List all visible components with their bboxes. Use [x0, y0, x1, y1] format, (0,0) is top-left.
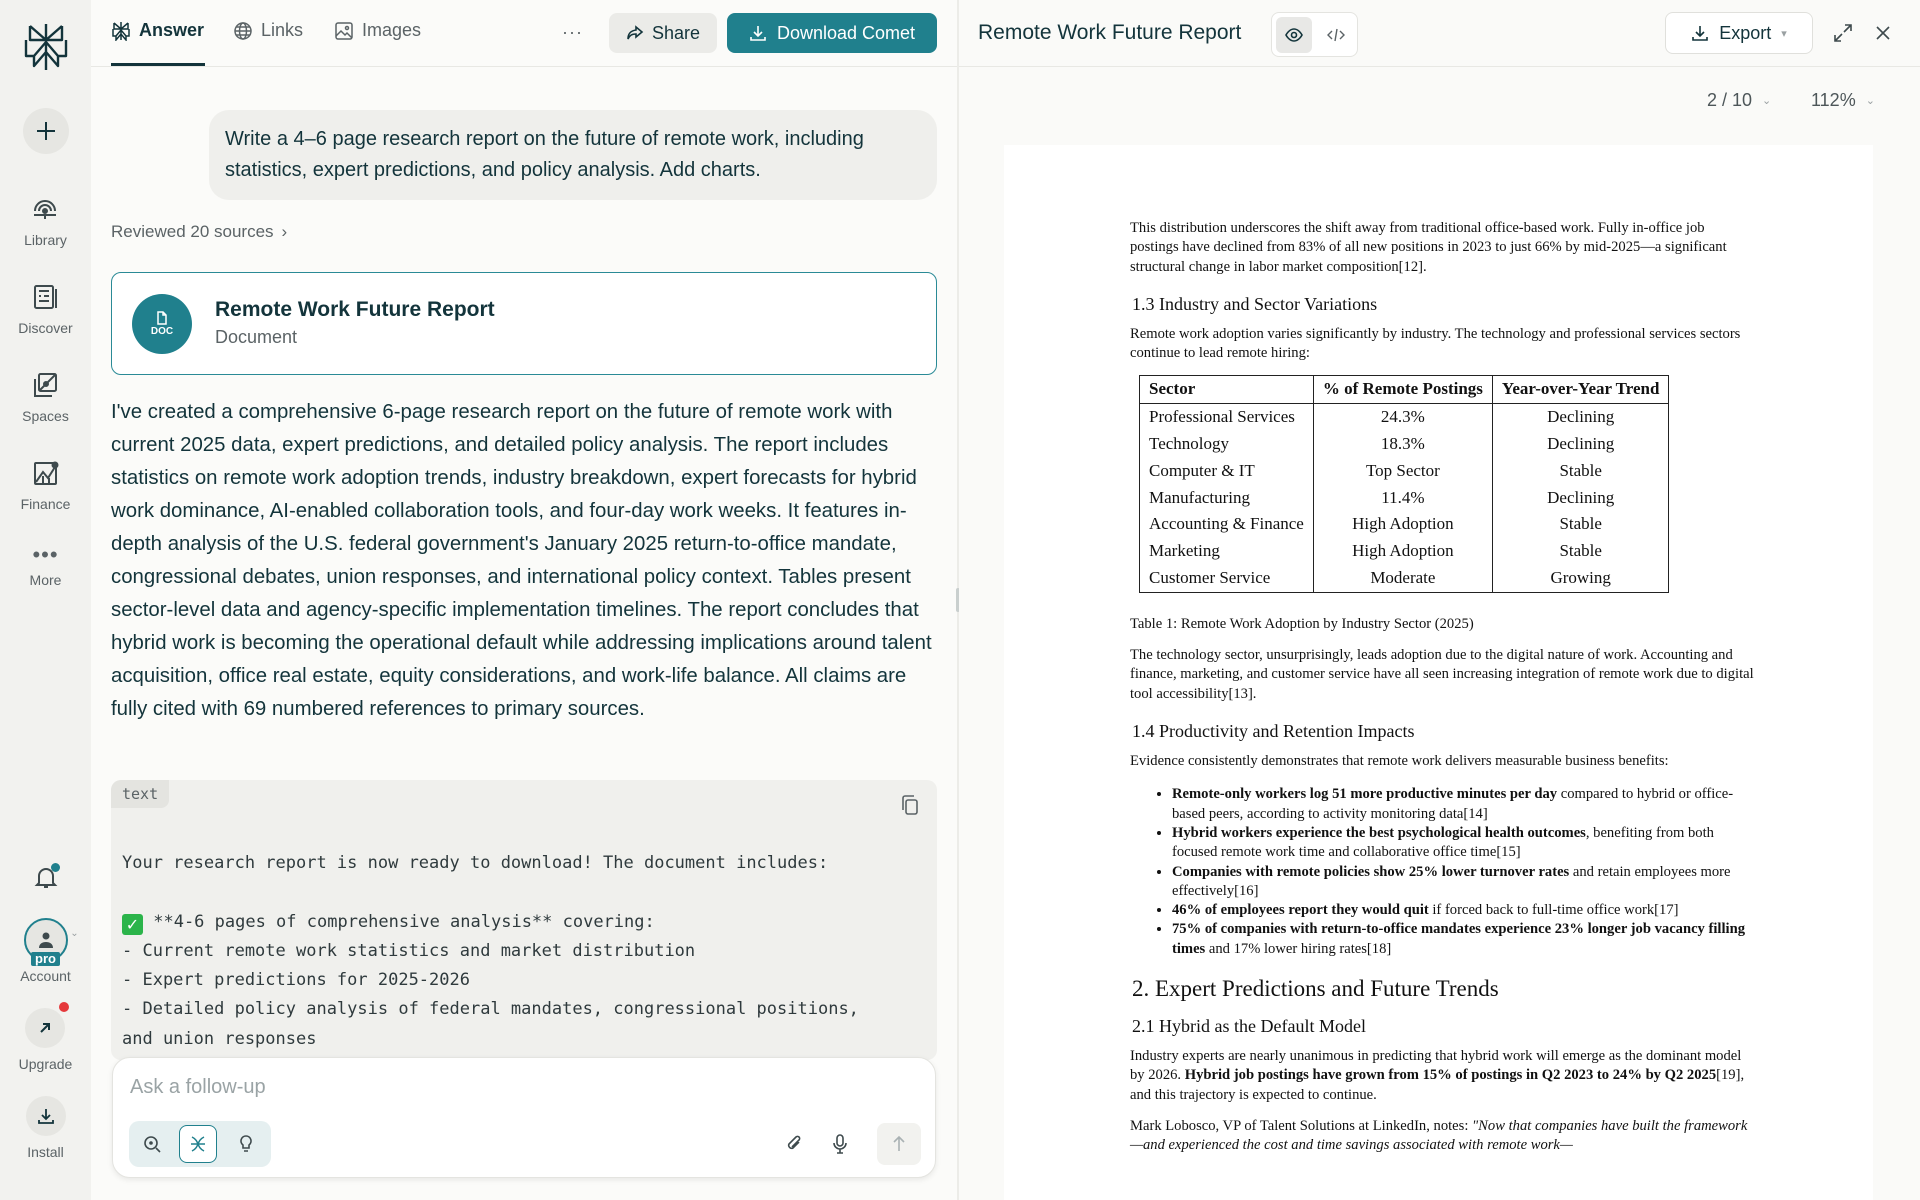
table-header: Sector — [1140, 376, 1314, 404]
document-type: Document — [215, 327, 298, 347]
doc-section-heading: 2. Expert Predictions and Future Trends — [1132, 976, 1499, 1002]
list-item — [1172, 785, 1756, 824]
file-icon — [155, 311, 169, 325]
panel-toolbar — [959, 0, 1920, 67]
microphone-icon[interactable] — [829, 1133, 851, 1155]
chevron-down-icon: ⌄ — [70, 928, 79, 939]
bullet-text: compared to hybrid or office-based peers, according to activity monitoring data[14] — [1172, 786, 1734, 822]
search-mode-selector — [129, 1121, 271, 1167]
download-icon — [749, 24, 767, 42]
arrow-up-right-icon — [38, 1021, 52, 1035]
page-selector[interactable] — [1707, 90, 1771, 111]
eye-icon — [1284, 25, 1304, 45]
code-line: - Current remote work statistics and market distribution — [122, 940, 696, 961]
followup-box — [112, 1057, 936, 1178]
check-icon: ✓ — [122, 914, 143, 935]
globe-icon — [233, 21, 253, 41]
text-span: Industry experts are nearly unanimous in predicting that hybrid work will emerge as the dominant model by 2026. — [1130, 1048, 1742, 1084]
tab-images[interactable] — [334, 20, 421, 41]
table-cell: Technology — [1140, 431, 1314, 458]
user-query: Write a 4–6 page research report on the future of remote work, including statistics, expert predictions, and policy analysis. Add charts. — [209, 110, 937, 200]
account-label: Account — [20, 968, 71, 984]
submit-button[interactable] — [877, 1123, 921, 1165]
tab-label: Answer — [139, 20, 205, 40]
sidebar-item-label: Spaces — [22, 408, 69, 424]
research-icon — [188, 1134, 208, 1154]
table-row — [1140, 485, 1669, 512]
table-caption: Table 1: Remote Work Adoption by Industry Sector (2025) — [1130, 615, 1474, 632]
doc-paragraph: The technology sector, unsurprisingly, leads adoption due to the digital nature of work. Accounting and finance, marketing, and customer service have all seen increasing integration of remote work due to digital tool accessibility[13]. — [1130, 647, 1754, 702]
pro-badge: pro — [31, 952, 60, 966]
sidebar-item-spaces[interactable] — [22, 370, 69, 424]
preview-view-button[interactable] — [1276, 17, 1312, 53]
download-comet-button[interactable] — [727, 13, 937, 53]
bullet-text: , benefiting from both focused remote work time and collaborative office time[15] — [1172, 824, 1714, 861]
answer-text: I've created a comprehensive 6-page research report on the future of remote work with current 2025 data, expert predictions, and detailed policy analysis. The report includes statistics on remote work adoption trends, industry breakdown, expert forecasts for hybrid work dominance, AI-enabled collaboration tools, and four-day work weeks. It features in-depth analysis of the U.S. federal government's January 2025 return-to-office mandate, congressional debates, union responses, and international policy context. Tables present sector-level data and agency-specific implementation timelines. The report concludes that hybrid work is becoming the operational default while addressing implications around talent acquisition, office real estate, equity considerations, and work-life balance. All claims are fully cited with 69 numbered references to primary sources. — [111, 401, 932, 720]
table-cell: Professional Services — [1140, 404, 1314, 431]
table-row — [1140, 404, 1669, 431]
panel-title: Remote Work Future Report — [978, 21, 1242, 44]
table-cell: Top Sector — [1313, 458, 1492, 485]
table-row — [1140, 565, 1669, 592]
doc-paragraph — [1130, 1117, 1756, 1156]
code-line: - Expert predictions for 2025-2026 — [122, 970, 470, 991]
research-mode-button[interactable] — [179, 1125, 217, 1163]
document-icon — [132, 294, 192, 354]
table-row — [1140, 458, 1669, 485]
sector-table — [1139, 375, 1669, 592]
code-block — [111, 780, 937, 1060]
doc-paragraph: This distribution underscores the shift away from traditional office-based work. Fully in-office job postings have declined from 83% of all new positions in 2023 to just 66% by mid-2025—a significant structural change in labor market composition[12]. — [1130, 220, 1727, 275]
bullet-bold: Companies with remote policies show 25% lower turnover rates — [1172, 863, 1570, 880]
table-row — [1140, 431, 1669, 458]
share-button[interactable] — [609, 13, 717, 53]
chat-panel — [91, 0, 957, 1200]
active-tab-indicator — [111, 63, 205, 66]
bullet-bold: Hybrid workers experience the best psychological health outcomes — [1172, 824, 1586, 841]
install-label: Install — [27, 1144, 64, 1160]
bullet-bold: 46% of employees report they would quit — [1172, 902, 1429, 919]
tab-label: Images — [362, 20, 422, 40]
attach-icon[interactable] — [783, 1133, 805, 1155]
sidebar-item-label: Finance — [20, 496, 71, 512]
account-button[interactable] — [20, 918, 79, 984]
search-icon — [142, 1134, 162, 1154]
table-cell: High Adoption — [1313, 511, 1492, 538]
finance-icon — [31, 458, 61, 488]
plus-icon — [35, 120, 57, 142]
table-cell: Declining — [1492, 404, 1669, 431]
bullet-bold: Remote-only workers log 51 more productive minutes per day — [1172, 786, 1558, 803]
table-cell: Declining — [1492, 431, 1669, 458]
install-button[interactable] — [26, 1096, 66, 1160]
sidebar-item-label: Library — [24, 232, 67, 248]
export-button[interactable] — [1665, 12, 1813, 54]
code-icon — [1326, 25, 1346, 45]
notification-dot — [51, 863, 60, 872]
lightbulb-icon — [236, 1134, 256, 1154]
table-cell: 24.3% — [1313, 404, 1492, 431]
reviewed-sources-link[interactable] — [111, 222, 287, 242]
sidebar-item-label: More — [29, 572, 62, 588]
document-card[interactable] — [111, 272, 937, 375]
text-bold: Hybrid job postings have grown from 15% of postings in Q2 2023 to 24% by Q2 2025 — [1184, 1067, 1717, 1084]
sidebar-item-label: Discover — [18, 320, 73, 336]
doc-heading: 1.4 Productivity and Retention Impacts — [1132, 721, 1415, 742]
code-language-label: text — [111, 780, 169, 808]
tab-links[interactable] — [233, 20, 303, 41]
document-preview-panel — [959, 0, 1920, 1200]
table-cell: 11.4% — [1313, 485, 1492, 512]
perplexity-icon — [111, 21, 131, 41]
more-options-button[interactable]: ··· — [562, 22, 583, 42]
view-toggle — [1271, 12, 1358, 57]
copy-icon[interactable] — [899, 794, 921, 816]
table-cell: Computer & IT — [1140, 458, 1314, 485]
sidebar — [0, 0, 91, 1200]
library-icon — [30, 194, 60, 224]
close-icon[interactable] — [1872, 22, 1894, 44]
document-page — [1004, 145, 1873, 1200]
download-label: Download Comet — [776, 22, 916, 43]
zoom-level: 112% — [1811, 90, 1856, 110]
list-item — [1172, 901, 1756, 920]
spaces-icon — [30, 370, 60, 400]
labs-mode-button[interactable] — [227, 1125, 265, 1163]
followup-input[interactable] — [130, 1076, 730, 1099]
bullet-text: if forced back to full-time office work[17] — [1428, 902, 1679, 919]
bullet-bold: 75% of companies with return-to-office mandates experience 23% longer job vacancy filling times — [1172, 921, 1745, 957]
doc-heading: 2.1 Hybrid as the Default Model — [1132, 1016, 1366, 1037]
tab-answer[interactable] — [111, 20, 204, 41]
discover-icon — [31, 282, 61, 312]
text-span: Mark Lobosco, VP of Talent Solutions at LinkedIn, notes: — [1130, 1117, 1473, 1134]
chevron-right-icon: › — [281, 222, 288, 241]
upgrade-button[interactable] — [19, 1008, 73, 1072]
chevron-down-icon: ⌄ — [1762, 95, 1772, 107]
code-line: Your research report is now ready to download! The document includes: — [122, 853, 829, 873]
sidebar-item-library[interactable] — [24, 194, 67, 248]
share-label: Share — [651, 22, 701, 43]
search-mode-button[interactable] — [133, 1125, 171, 1163]
doc-paragraph: Remote work adoption varies significantly by industry. The technology and professional services sectors continue to lead remote hiring: — [1130, 325, 1741, 362]
doc-heading: 1.3 Industry and Sector Variations — [1132, 293, 1378, 314]
arrow-up-icon — [891, 1135, 907, 1153]
notifications-button[interactable] — [31, 862, 61, 892]
table-cell: Declining — [1492, 485, 1669, 512]
document-title: Remote Work Future Report — [215, 298, 495, 321]
zoom-selector[interactable] — [1811, 90, 1875, 111]
export-label: Export — [1719, 22, 1772, 43]
share-icon — [626, 24, 644, 42]
code-content — [122, 849, 917, 1054]
expand-icon[interactable] — [1832, 22, 1854, 44]
table-cell: Growing — [1492, 565, 1669, 592]
table-cell: Stable — [1492, 538, 1669, 565]
chat-toolbar — [91, 0, 957, 67]
table-cell: Stable — [1492, 511, 1669, 538]
table-cell: Stable — [1492, 458, 1669, 485]
table-header: Year-over-Year Trend — [1492, 376, 1669, 404]
more-icon: ••• — [32, 542, 59, 567]
page-indicator: 2 / 10 — [1707, 90, 1753, 110]
list-item — [1172, 863, 1756, 902]
sidebar-item-finance[interactable] — [21, 458, 71, 512]
table-cell: Manufacturing — [1140, 485, 1314, 512]
table-cell: Accounting & Finance — [1140, 511, 1314, 538]
notification-dot — [59, 1002, 69, 1012]
list-item — [1172, 920, 1756, 959]
table-cell: Marketing — [1140, 538, 1314, 565]
code-view-button[interactable] — [1318, 17, 1354, 53]
doc-paragraph — [1130, 1047, 1756, 1105]
code-line: - Detailed policy analysis of federal mandates, congressional positions, — [122, 999, 859, 1020]
chevron-down-icon: ▾ — [1781, 27, 1787, 40]
table-cell: High Adoption — [1313, 538, 1492, 565]
tab-label: Links — [261, 20, 304, 40]
sidebar-item-more[interactable] — [29, 542, 62, 588]
quote-text: "Now that companies have built the framework—and experienced the cost and time savings associated with remote work— — [1130, 1117, 1748, 1154]
perplexity-logo-icon[interactable] — [22, 22, 70, 72]
upgrade-label: Upgrade — [18, 1056, 73, 1072]
sidebar-item-discover[interactable] — [18, 282, 72, 336]
doc-paragraph: Evidence consistently demonstrates that remote work delivers measurable business benefits: — [1130, 753, 1669, 770]
table-row — [1140, 511, 1669, 538]
code-line: and union responses — [122, 1028, 317, 1049]
download-icon — [37, 1107, 55, 1125]
table-cell: 18.3% — [1313, 431, 1492, 458]
table-cell: Moderate — [1313, 565, 1492, 592]
bullet-text: and 17% lower hiring rates[18] — [1205, 940, 1392, 957]
doc-icon-label: DOC — [150, 326, 174, 337]
download-icon — [1691, 24, 1709, 42]
chevron-down-icon: ⌄ — [1865, 95, 1875, 107]
user-icon — [37, 931, 55, 949]
sources-label: Reviewed 20 sources — [111, 222, 274, 241]
image-icon — [334, 21, 354, 41]
new-thread-button[interactable] — [23, 108, 69, 154]
doc-bullet-list — [1172, 785, 1756, 959]
table-cell: Customer Service — [1140, 565, 1314, 592]
bullet-text: and retain employees more effectively[16] — [1172, 863, 1731, 899]
list-item — [1172, 824, 1756, 863]
table-row — [1140, 538, 1669, 565]
text-span: [19], and this trajectory is expected to continue. — [1130, 1067, 1745, 1103]
code-line: **4-6 pages of comprehensive analysis** covering: — [143, 911, 655, 932]
table-header: % of Remote Postings — [1313, 376, 1492, 404]
